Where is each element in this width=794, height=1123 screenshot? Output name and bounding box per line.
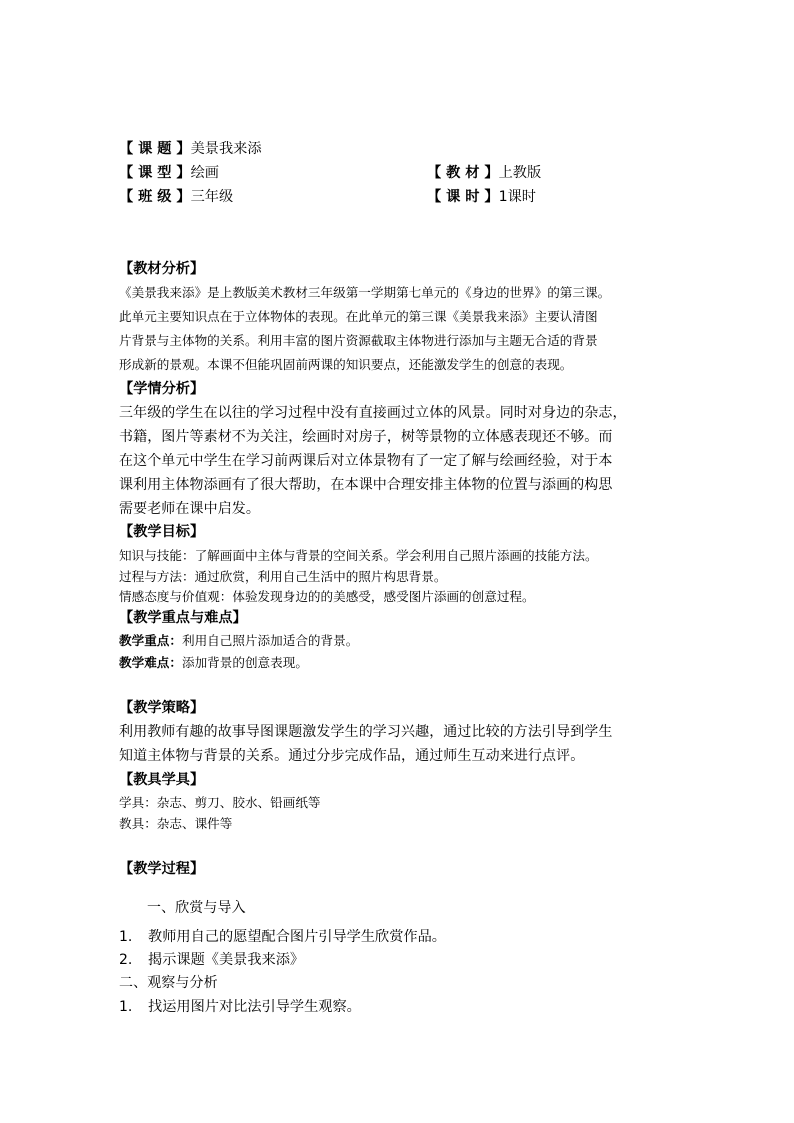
objectives-heading: 【教学目标】 <box>119 524 205 540</box>
student-analysis-line: 三年级的学生在以往的学习过程中没有直接画过立体的风景。同时对身边的杂志， <box>119 405 627 421</box>
student-analysis-line: 课利用主体物添画有了很大帮助，在本课中合理安排主体物的位置与添画的构思 <box>119 477 613 493</box>
type-label: 【 课 型 】 <box>119 165 191 181</box>
class-label: 【 班 级 】 <box>119 189 191 205</box>
type-row <box>119 164 219 182</box>
process-part2-heading: 二、观察与分析 <box>119 975 218 991</box>
objectives-line: 过程与方法：通过欣赏，利用自己生活中的照片构思背景。 <box>119 569 447 584</box>
tools-line: 教具：杂志、课件等 <box>119 816 233 831</box>
student-analysis-line: 需要老师在课中启发。 <box>119 501 260 517</box>
student-analysis-line: 书籍，图片等素材不为关注，绘画时对房子，树等景物的立体感表现还不够。而 <box>119 429 613 445</box>
process-part1-heading: 一、欣赏与导入 <box>147 900 246 916</box>
focus-label: 教学重点： <box>119 633 182 648</box>
process-item-number: 1. <box>119 929 133 945</box>
process-item-text: 教师用自己的愿望配合图片引导学生欣赏作品。 <box>148 929 446 945</box>
focus-value: 利用自己照片添加适合的背景。 <box>181 633 359 648</box>
process-item-number: 1. <box>119 999 133 1015</box>
process-heading: 【教学过程】 <box>119 861 205 877</box>
objectives-line: 情感态度与价值观：体验发现身边的的美感受，感受图片添画的创意过程。 <box>119 589 535 604</box>
difficulty-label: 教学难点： <box>119 655 182 670</box>
class-row <box>119 188 233 206</box>
key-points-heading: 【教学重点与难点】 <box>119 610 247 626</box>
hours-value: 1课时 <box>498 189 536 205</box>
textbook-label: 【 教 材 】 <box>427 165 499 181</box>
student-analysis-line: 在这个单元中学生在学习前两课后对立体景物有了一定了解与绘画经验，对于本 <box>119 453 613 469</box>
hours-label: 【 课 时 】 <box>427 189 499 205</box>
strategy-line: 知道主体物与背景的关系。通过分步完成作品，通过师生互动来进行点评。 <box>119 748 585 764</box>
class-value: 三年级 <box>190 189 234 205</box>
type-value: 绘画 <box>190 165 219 181</box>
strategy-line: 利用教师有趣的故事导图课题激发学生的学习兴趣，通过比较的方法引导到学生 <box>119 724 613 740</box>
difficulty-row <box>119 654 308 672</box>
tools-heading: 【教具学具】 <box>119 772 205 788</box>
tools-line: 学具：杂志、剪刀、胶水、铅画纸等 <box>119 795 321 810</box>
student-analysis-heading: 【学情分析】 <box>119 381 205 397</box>
strategy-heading: 【教学策略】 <box>119 700 205 716</box>
process-item-number: 2. <box>119 952 133 968</box>
textbook-row <box>427 164 541 182</box>
topic-label: 【 课 题 】 <box>119 141 191 157</box>
hours-row <box>427 188 536 206</box>
textbook-value: 上教版 <box>498 165 542 181</box>
difficulty-value: 添加背景的创意表现。 <box>181 655 308 670</box>
textbook-analysis-heading: 【教材分析】 <box>119 261 205 277</box>
process-item-text: 揭示课题《美景我来添》 <box>148 952 305 968</box>
topic-value: 美景我来添 <box>190 141 262 157</box>
topic-row <box>119 140 262 158</box>
textbook-analysis-line: 片背景与主体物的关系。利用丰富的图片资源截取主体物进行添加与主题无合适的背景 <box>119 333 598 348</box>
objectives-line: 知识与技能：了解画面中主体与背景的空间关系。学会利用自己照片添画的技能方法。 <box>119 548 598 563</box>
textbook-analysis-line: 《美景我来添》是上教版美术教材三年级第一学期第七单元的《身边的世界》的第三课。 <box>119 285 611 300</box>
focus-row <box>119 632 358 650</box>
textbook-analysis-line: 形成新的景观。本课不但能巩固前两课的知识要点，还能激发学生的创意的表现。 <box>119 357 573 372</box>
process-item-text: 找运用图片对比法引导学生观察。 <box>148 999 361 1015</box>
textbook-analysis-line: 此单元主要知识点在于立体物体的表现。在此单元的第三课《美景我来添》主要认清图 <box>119 309 598 324</box>
